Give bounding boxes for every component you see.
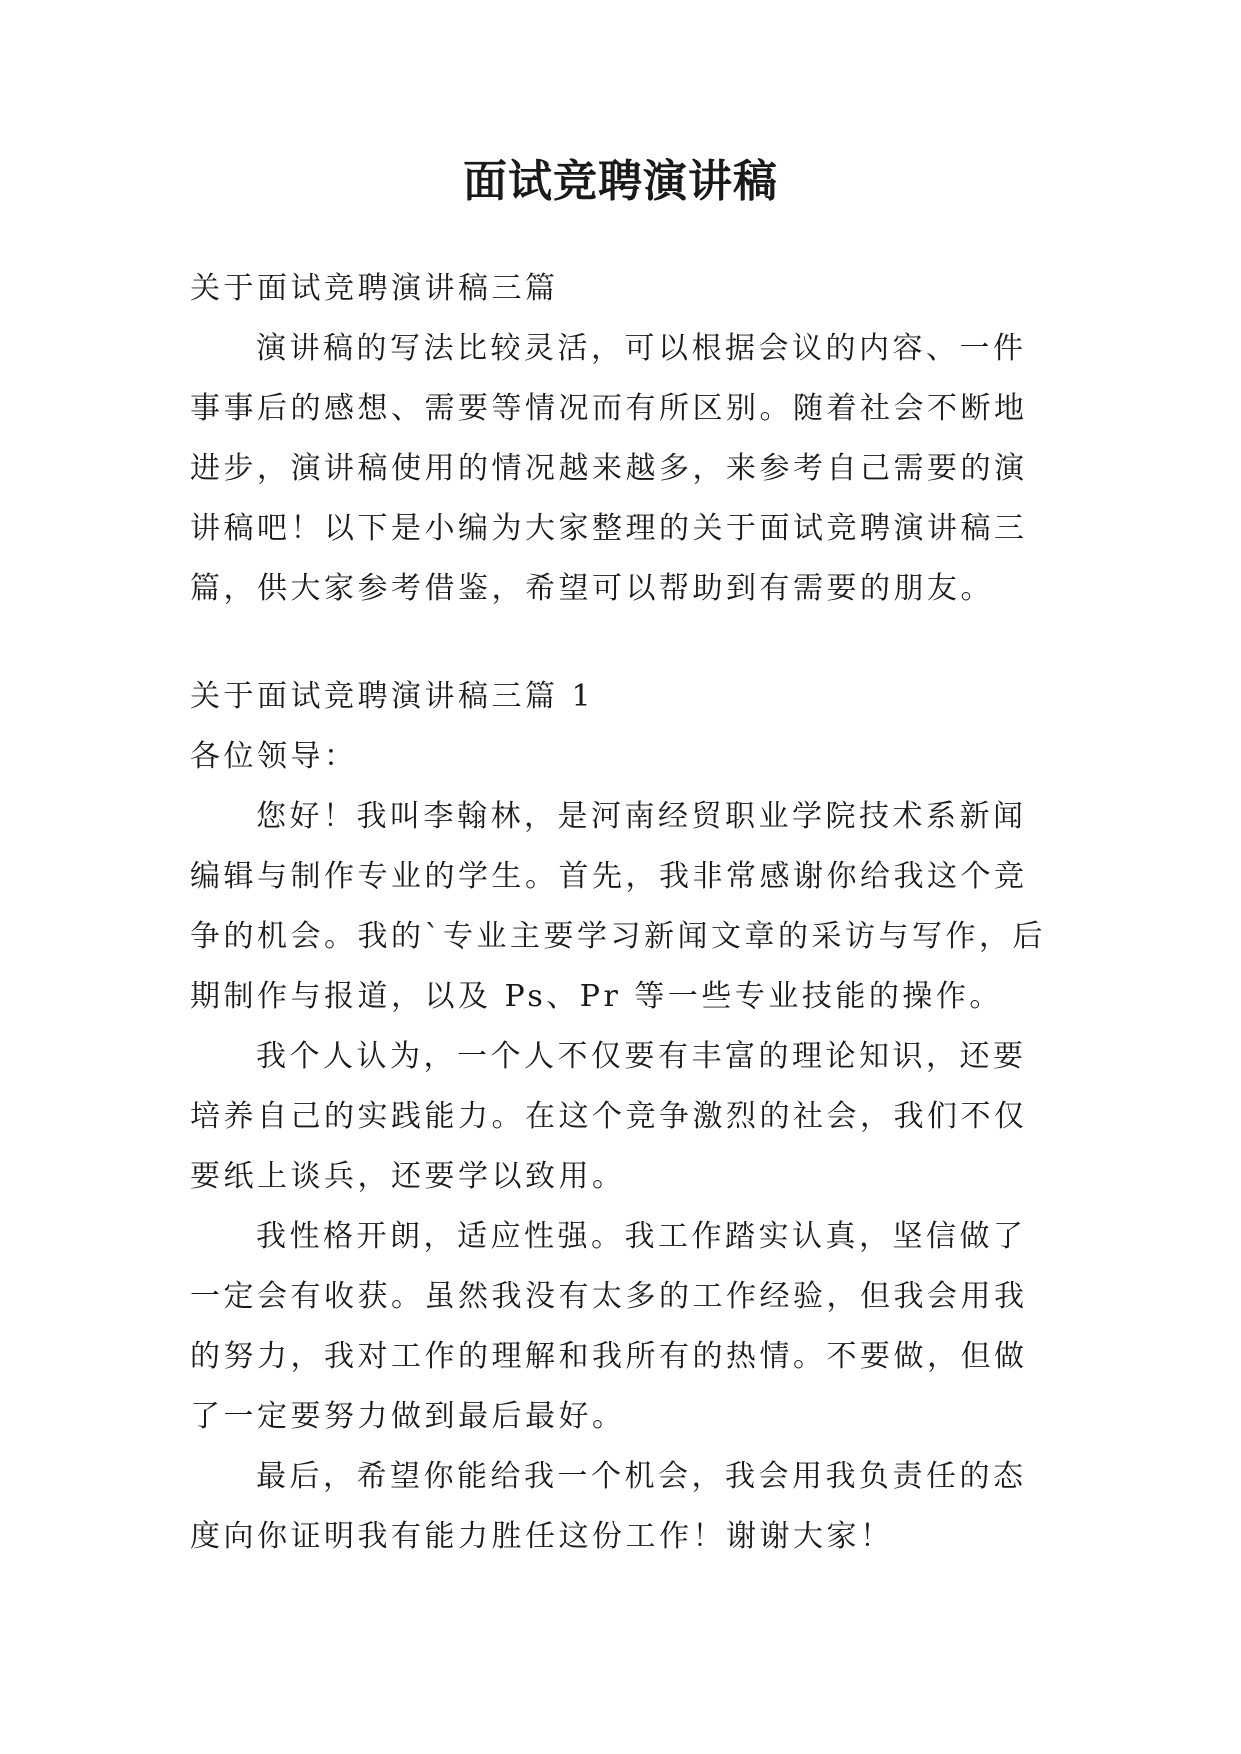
body-paragraph: 我性格开朗，适应性强。我工作踏实认真，坚信做了一定会有收获。虽然我没有太多的工作经验，但我会用我的努力，我对工作的理解和我所有的热情。不要做，但做了一定要努力做到最后最好。: [190, 1219, 1028, 1434]
intro-heading: 关于面试竞聘演讲稿三篇: [190, 271, 559, 306]
salutation: 各位领导：: [190, 739, 358, 774]
body-paragraph: 您好！我叫李翰林，是河南经贸职业学院技术系新闻编辑与制作专业的学生。首先，我非常感谢你给我这个竞争的机会。我的`专业主要学习新闻文章的采访与写作，后期制作与报道，以及 Ps、Pr 等一些专业技能的操作。: [190, 799, 1046, 1014]
document-title: 面试竞聘演讲稿: [463, 156, 778, 207]
intro-paragraph: 演讲稿的写法比较灵活，可以根据会议的内容、一件事事后的感想、需要等情况而有所区别。随着社会不断地进步，演讲稿使用的情况越来越多，来参考自己需要的演讲稿吧！以下是小编为大家整理的关于面试竞聘演讲稿三篇，供大家参考借鉴，希望可以帮助到有需要的朋友。: [190, 331, 1028, 606]
document-body: [190, 259, 1055, 1567]
body-paragraph: 我个人认为，一个人不仅要有丰富的理论知识，还要培养自己的实践能力。在这个竞争激烈的社会，我们不仅要纸上谈兵，还要学以致用。: [190, 1039, 1028, 1194]
body-paragraph: 最后，希望你能给我一个机会，我会用我负责任的态度向你证明我有能力胜任这份工作！谢谢大家！: [190, 1459, 1027, 1554]
section-heading: 关于面试竞聘演讲稿三篇 1: [190, 679, 595, 714]
